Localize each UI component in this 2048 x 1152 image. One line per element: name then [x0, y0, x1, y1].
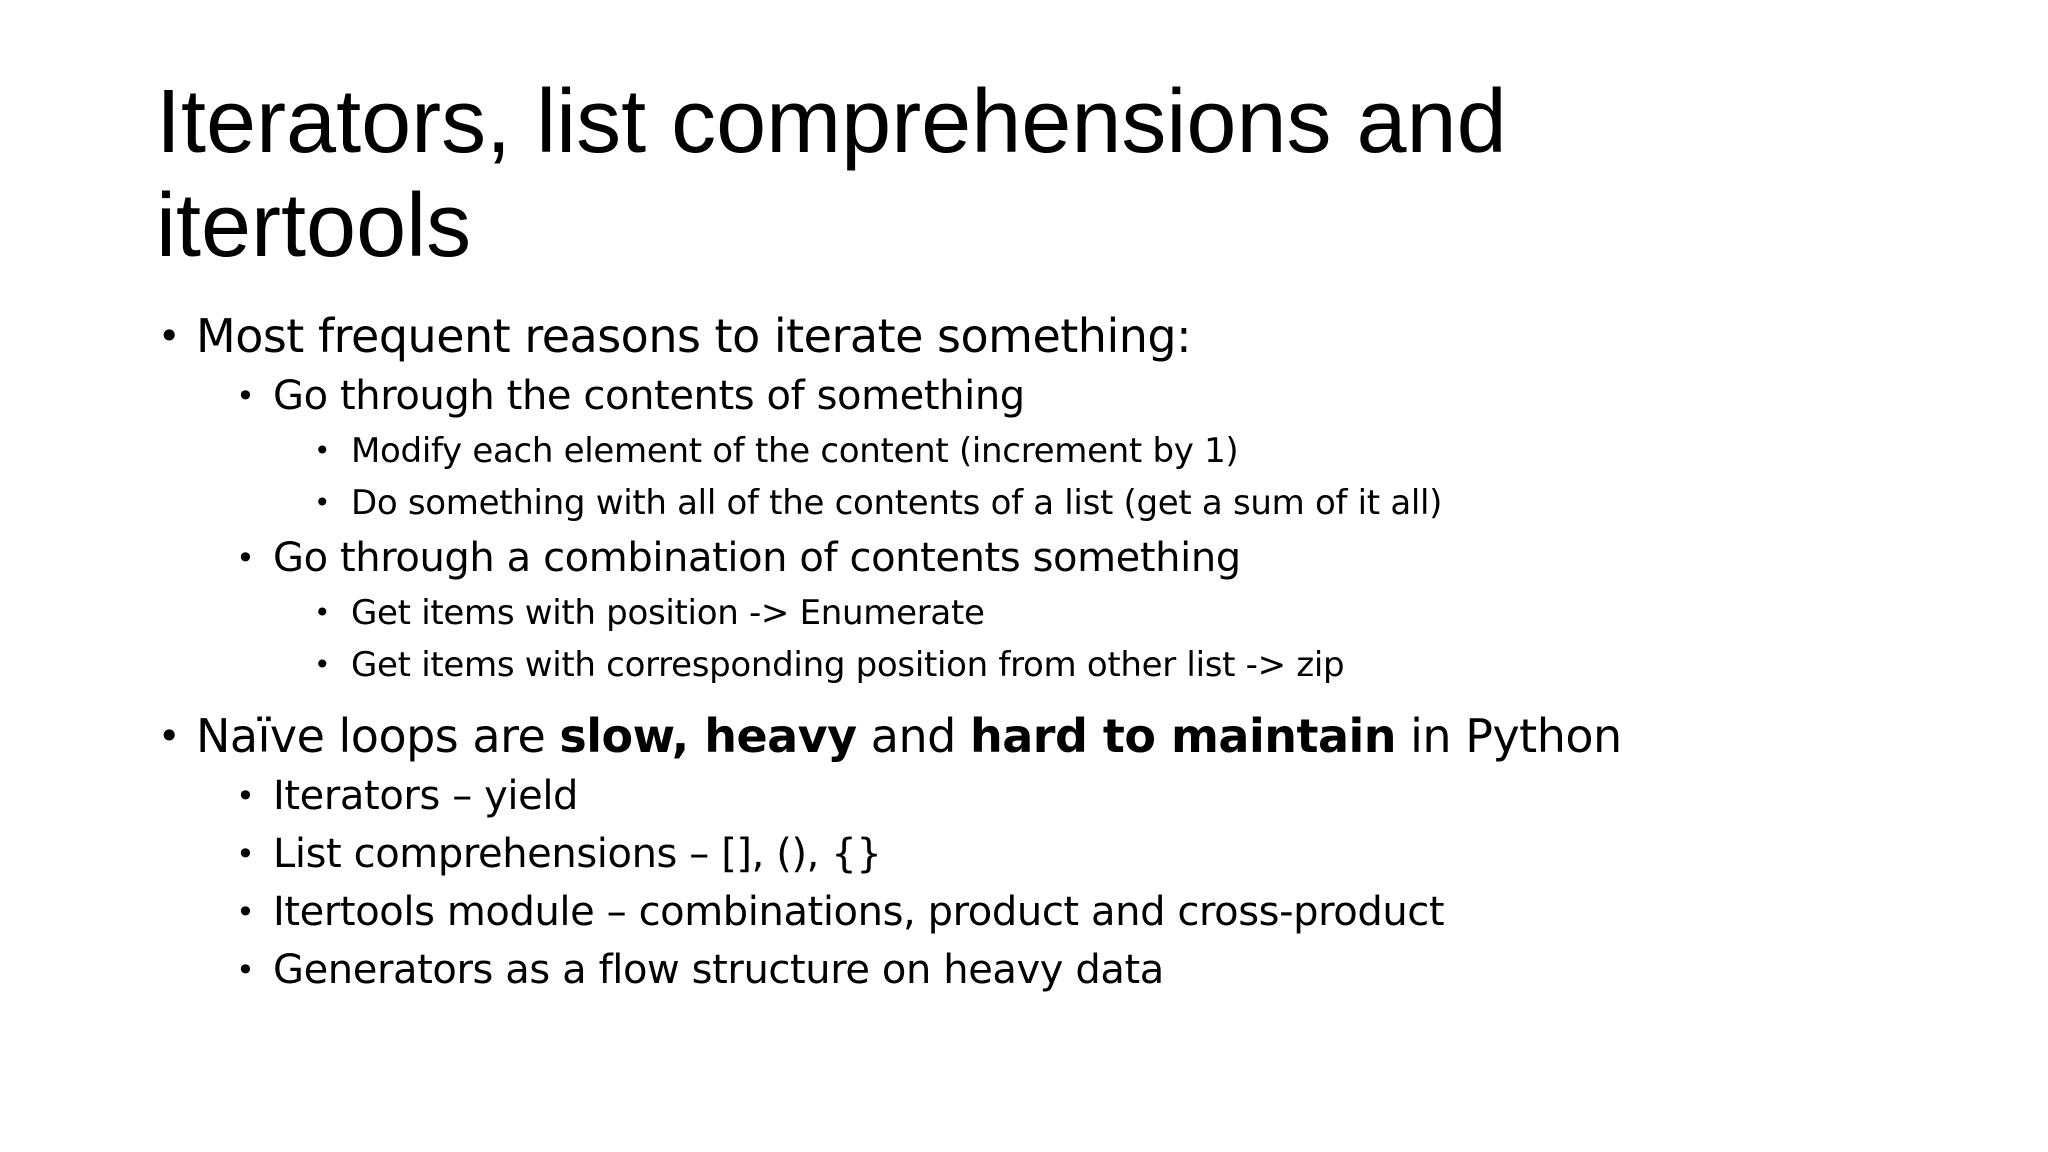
slide-title-line-1: Iterators, list comprehensions and — [156, 72, 1507, 172]
bullet-level2-item — [156, 367, 1936, 425]
bullet-level3-item — [156, 639, 1936, 691]
bullet-level2-item — [156, 529, 1936, 587]
bullet-text: Get items with corresponding position from other list -> zip — [351, 645, 1345, 685]
bullet-text: Itertools module – combinations, product and cross-product — [273, 889, 1445, 935]
bullet-icon: • — [314, 648, 331, 681]
slide-title — [156, 70, 1916, 278]
bullet-icon: • — [158, 314, 180, 358]
bullet-icon: • — [314, 434, 331, 467]
bullet-text-part: and — [856, 709, 970, 763]
bullet-icon: • — [236, 539, 255, 577]
bullet-icon: • — [314, 486, 331, 519]
bullet-text-part: in Python — [1396, 709, 1622, 763]
bullet-text-bold: slow, heavy — [559, 709, 857, 763]
slide-body — [156, 305, 1936, 999]
bullet-text: List comprehensions – [], (), {} — [273, 831, 882, 877]
bullet-level3-item — [156, 587, 1936, 639]
bullet-level2-item — [156, 883, 1936, 941]
bullet-level3-item — [156, 477, 1936, 529]
bullet-icon: • — [236, 777, 255, 815]
bullet-text: Generators as a flow structure on heavy data — [273, 947, 1164, 993]
bullet-icon: • — [236, 893, 255, 931]
bullet-text-bold: hard to maintain — [969, 709, 1397, 763]
bullet-icon: • — [314, 596, 331, 629]
bullet-level1-item — [156, 305, 1936, 367]
bullet-text: Go through a combination of contents something — [273, 535, 1241, 581]
bullet-icon: • — [158, 714, 180, 758]
bullet-icon: • — [236, 377, 255, 415]
bullet-text-part: Naïve loops are — [196, 709, 560, 763]
bullet-text: Get items with position -> Enumerate — [351, 593, 985, 633]
bullet-icon: • — [236, 835, 255, 873]
bullet-level2-item — [156, 941, 1936, 999]
section-spacer — [156, 691, 1936, 705]
bullet-text: Modify each element of the content (increment by 1) — [351, 431, 1239, 471]
bullet-text: Do something with all of the contents of a list (get a sum of it all) — [351, 483, 1443, 523]
bullet-level1-item — [156, 705, 1936, 767]
bullet-icon: • — [236, 951, 255, 989]
slide-title-line-2: itertools — [156, 176, 472, 276]
bullet-level3-item — [156, 425, 1936, 477]
bullet-level2-item — [156, 767, 1936, 825]
bullet-text: Most frequent reasons to iterate something: — [196, 309, 1192, 363]
bullet-text: Go through the contents of something — [273, 373, 1025, 419]
bullet-level2-item — [156, 825, 1936, 883]
bullet-text: Iterators – yield — [273, 773, 579, 819]
